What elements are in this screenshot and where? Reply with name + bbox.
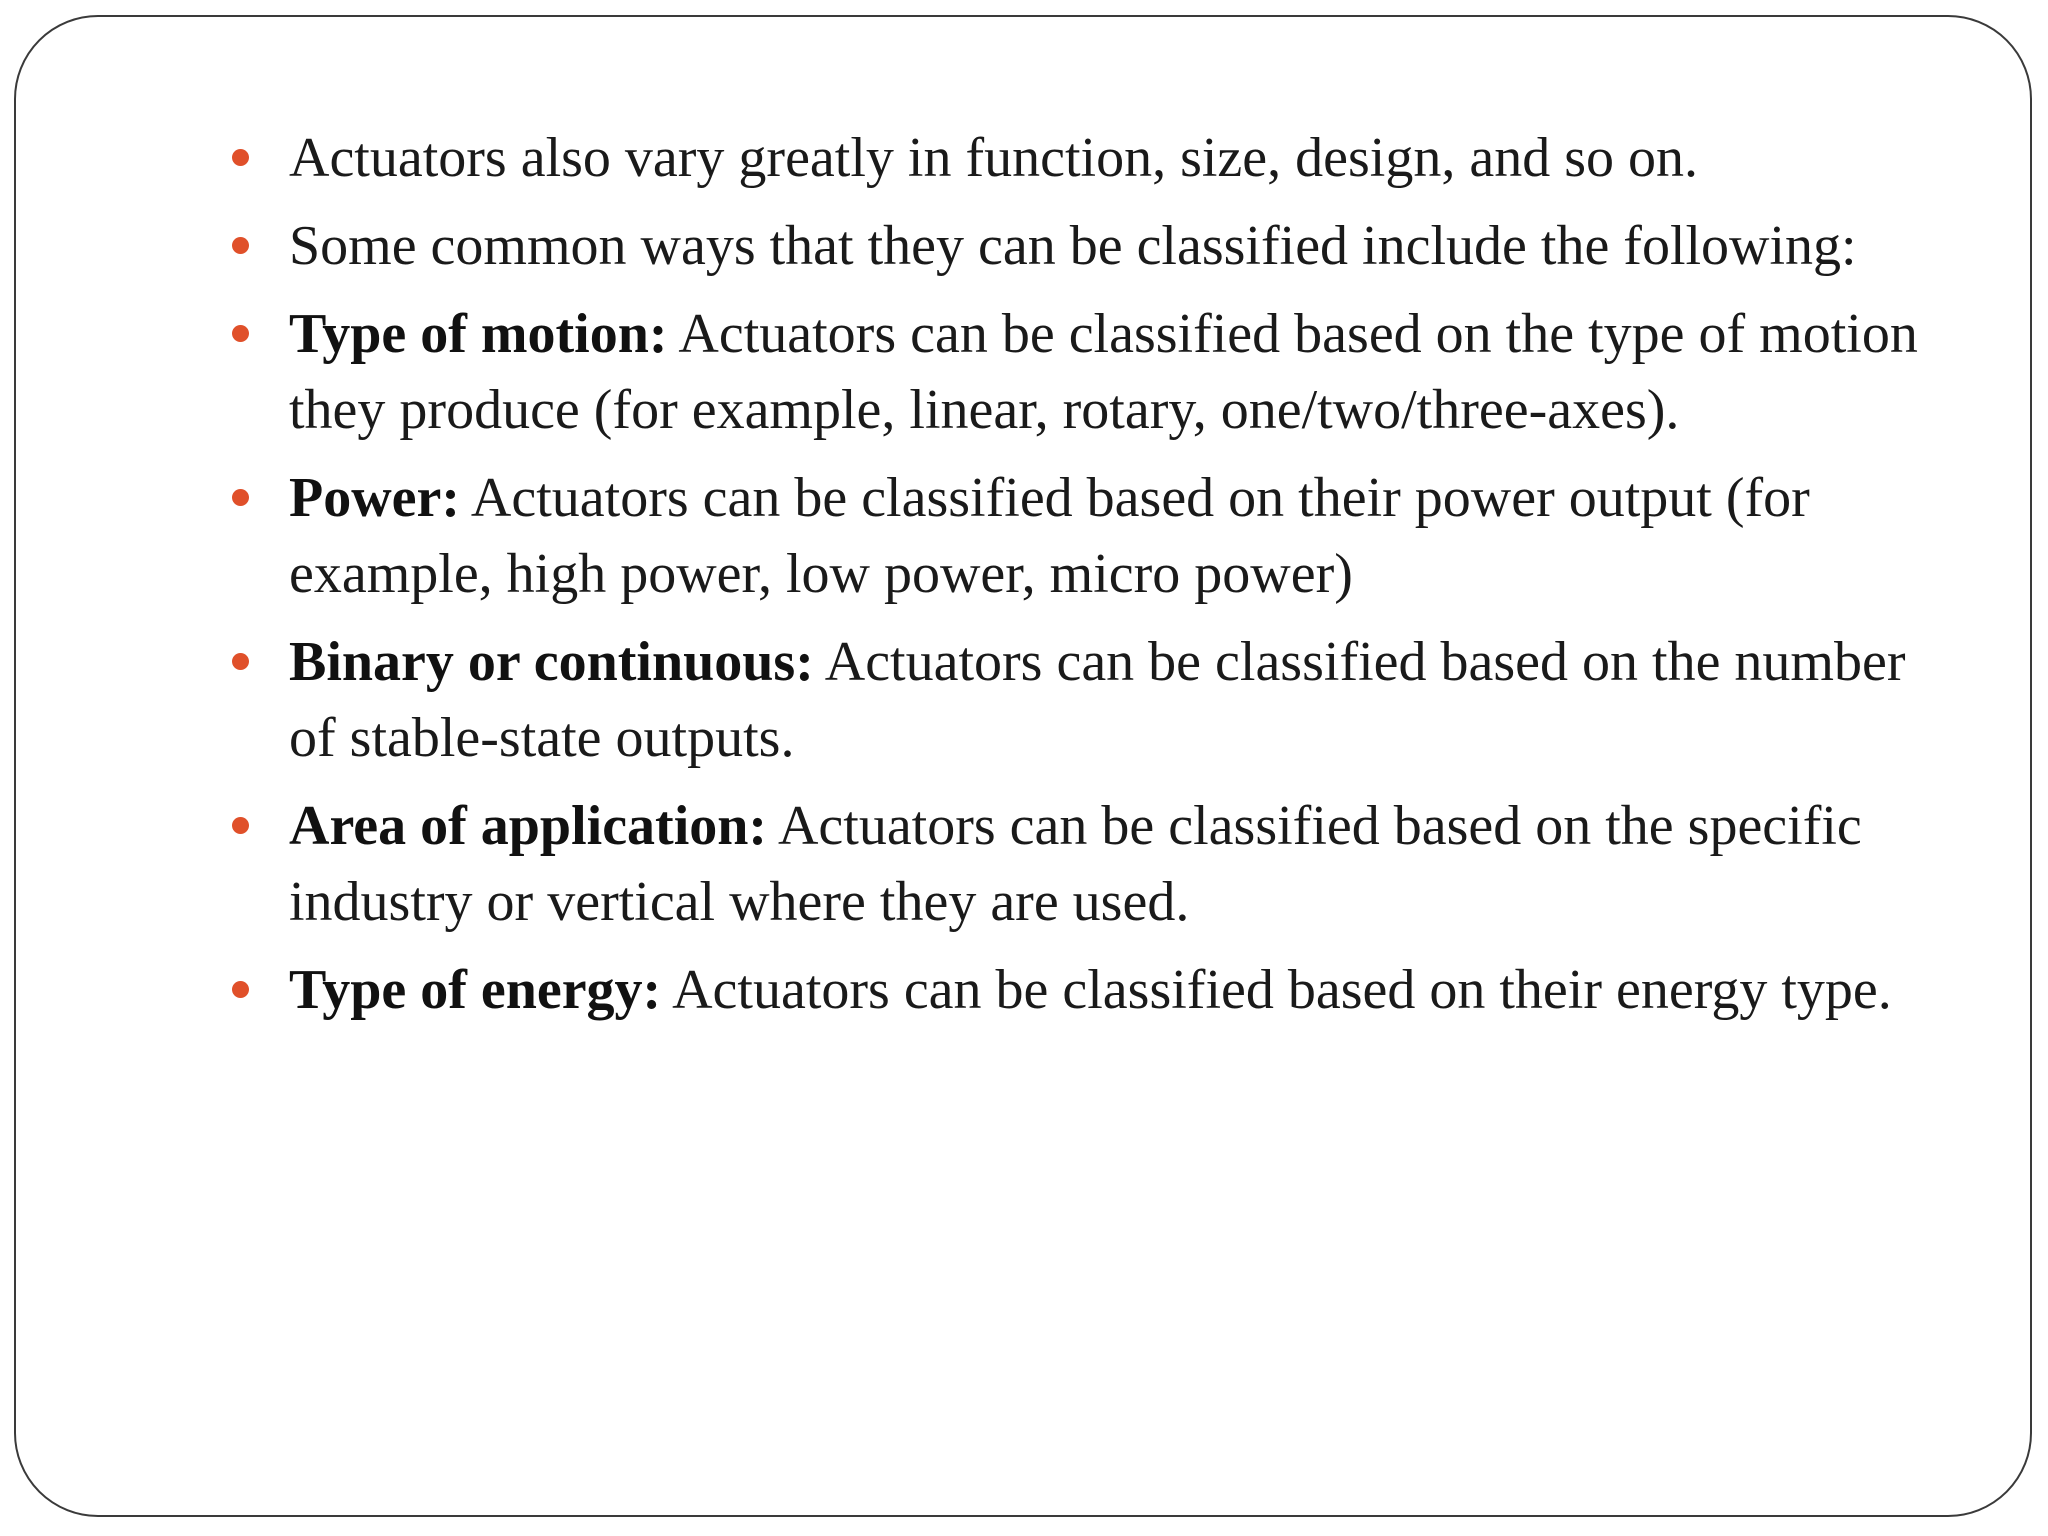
- bullet-term: Type of energy:: [289, 959, 662, 1021]
- bullet-dot-icon: [232, 149, 249, 166]
- bullet-list: [232, 120, 1932, 1028]
- bullet-dot-icon: [232, 489, 249, 506]
- bullet-dot-icon: [232, 817, 249, 834]
- slide-content: [232, 120, 1932, 1040]
- bullet-term: Binary or continuous:: [289, 631, 814, 693]
- bullet-dot-icon: [232, 653, 249, 670]
- bullet-text: Actuators can be classified based on the specific industry or vertical where they are used.: [289, 795, 1862, 933]
- bullet-term: Type of motion:: [289, 303, 668, 365]
- bullet-item: [232, 120, 1932, 196]
- bullet-text: Actuators can be classified based on the type of motion they produce (for example, linear, rotary, one/two/three-axes).: [289, 303, 1918, 441]
- bullet-item: [232, 296, 1932, 448]
- bullet-dot-icon: [232, 981, 249, 998]
- bullet-item: [232, 460, 1932, 612]
- bullet-item: [232, 208, 1932, 284]
- bullet-dot-icon: [232, 237, 249, 254]
- bullet-item: [232, 952, 1932, 1028]
- bullet-term: Power:: [289, 467, 461, 529]
- bullet-text: Actuators can be classified based on their energy type.: [661, 959, 1892, 1021]
- bullet-item: [232, 624, 1932, 776]
- bullet-term: Area of application:: [289, 795, 768, 857]
- bullet-text: Actuators can be classified based on the number of stable-state outputs.: [289, 631, 1906, 769]
- bullet-text: Actuators also vary greatly in function, size, design, and so on.: [289, 127, 1698, 189]
- bullet-text: Some common ways that they can be classified include the following:: [289, 215, 1857, 277]
- bullet-item: [232, 788, 1932, 940]
- bullet-dot-icon: [232, 325, 249, 342]
- bullet-text: Actuators can be classified based on their power output (for example, high power, low power, micro power): [289, 467, 1810, 605]
